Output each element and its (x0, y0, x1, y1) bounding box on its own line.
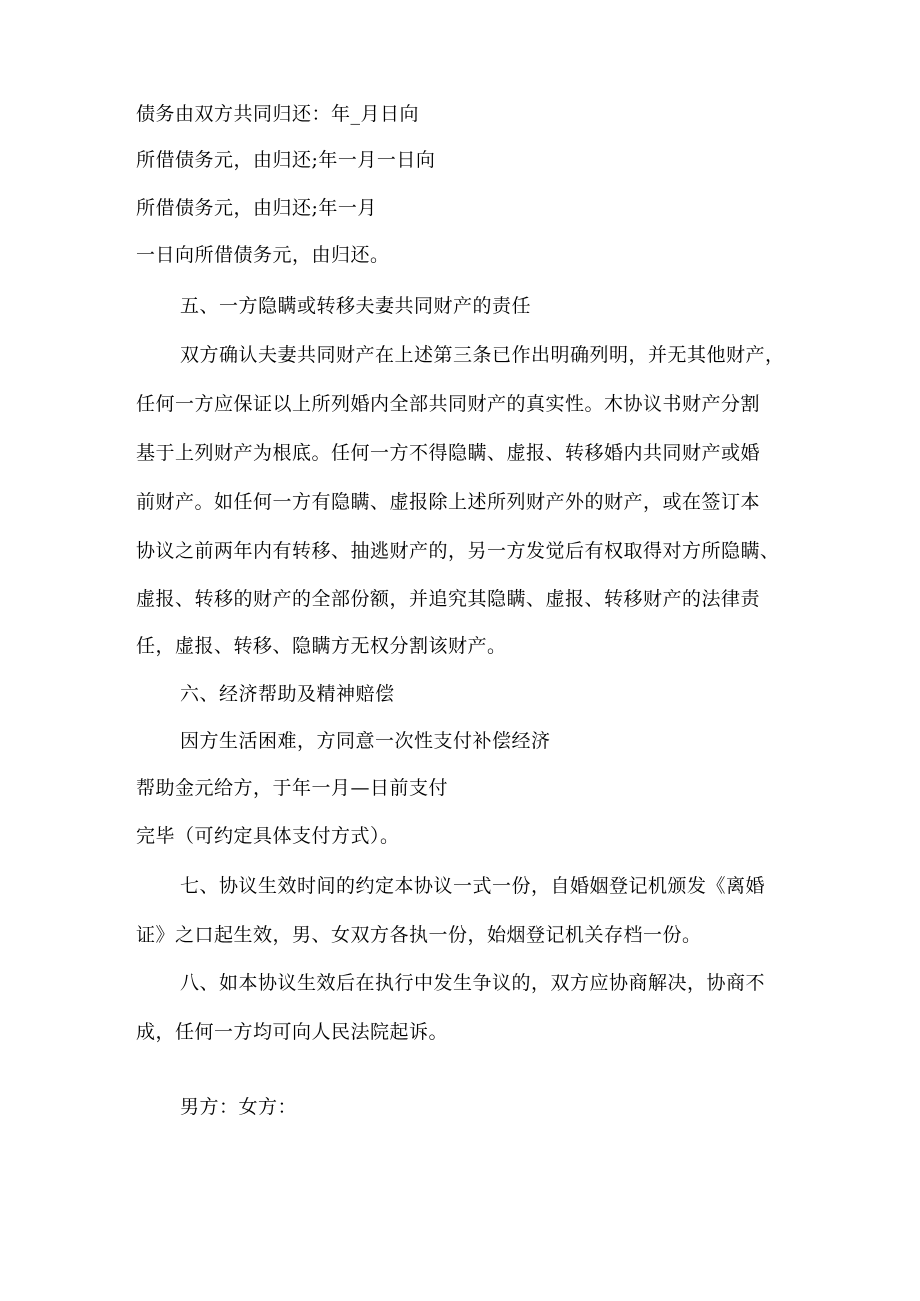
section-heading: 八、如本协议生效后在执行中发生争议的，双方应协商解决，协商不 (180, 972, 766, 994)
text-line: 任何一方应保证以上所列婚内全部共同财产的真实性。木协议书财产分割 (136, 393, 761, 415)
section-heading: 五、一方隐瞒或转移夫妻共同财产的责任 (180, 295, 532, 317)
text-line: 前财产。如任何一方有隐瞒、虚报除上述所列财产外的财产，或在签订本 (136, 491, 761, 513)
text-line: 双方确认夫妻共同财产在上述第三条已作出明确列明，并无其他财产， (180, 344, 785, 366)
text-line: 虚报、转移的财产的全部份额，并追究其隐瞒、虚报、转移财产的法律责 (136, 588, 761, 610)
text-line: 因方生活困难，方同意一次性支付补偿经济 (180, 730, 551, 752)
text-line: 帮助金元给方，于年一月—日前支付 (136, 777, 449, 799)
text-line: 一日向所借债务元，由归还。 (136, 244, 390, 266)
signature-line: 男方：女方： (180, 1096, 298, 1118)
text-line: 基于上列财产为根底。任何一方不得隐瞒、虚报、转移婚内共同财产或婚 (136, 442, 761, 464)
text-line: 成，任何一方均可向人民法院起诉。 (136, 1021, 449, 1043)
text-line: 债务由双方共同归还：年_月日向 (136, 103, 420, 125)
text-line: 协议之前两年内有转移、抽逃财产的，另一方发觉后有权取得对方所隐瞒、 (136, 540, 780, 562)
text-line: 证》之口起生效，男、女双方各执一份，始烟登记机关存档一份。 (136, 924, 702, 946)
text-line: 完毕（可约定具体支付方式）。 (136, 825, 400, 847)
text-line: 任，虚报、转移、隐瞒方无权分割该财产。 (136, 635, 507, 657)
text-line: 所借债务元，由归还;年一月 (136, 197, 377, 219)
section-heading: 六、经济帮助及精神赔偿 (180, 683, 395, 705)
text-line: 所借债务元，由归还;年一月一日向 (136, 149, 436, 171)
section-heading: 七、协议生效时间的约定本协议一式一份，自婚姻登记机颁发《离婚 (180, 875, 766, 897)
